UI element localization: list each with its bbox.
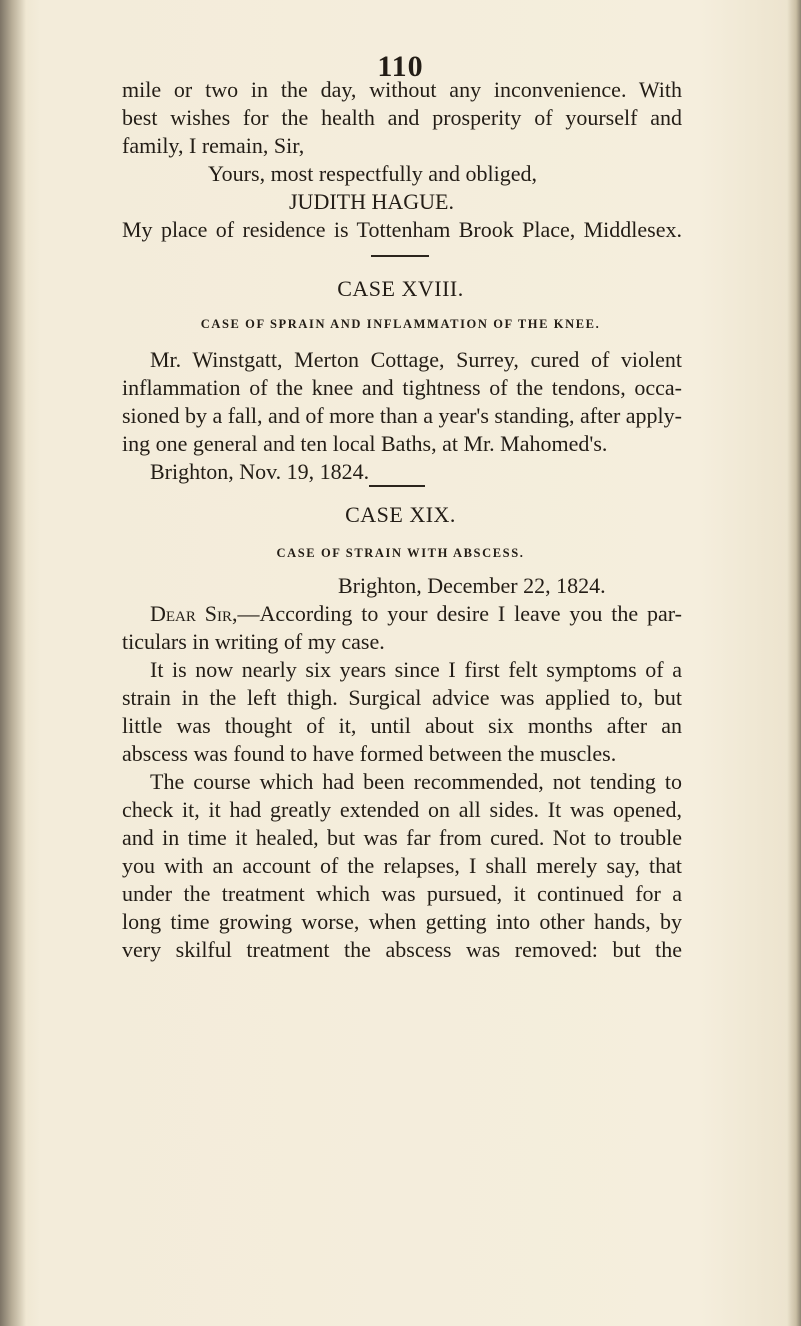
text-line: ticulars in writing of my case.: [122, 629, 385, 654]
text-line: strain in the left thigh. Surgical advice was applied to, but: [122, 685, 682, 710]
salutation: Dear Sir,: [150, 601, 238, 626]
valediction: Yours, most respectfully and obliged,: [208, 161, 537, 186]
case-subtitle: CASE OF SPRAIN AND INFLAMMATION OF THE KNEE.: [200, 317, 601, 331]
page-edge: [787, 0, 801, 1326]
text-line: and in time it healed, but was far from cured. Not to trouble: [122, 825, 682, 850]
case-title: CASE XIX.: [345, 502, 456, 527]
text-line: check it, it had greatly extended on all sides. It was opened,: [122, 797, 682, 822]
text-line: you with an account of the relapses, I shall merely say, that: [122, 853, 682, 878]
section-divider: [371, 255, 429, 257]
text-line: long time growing worse, when getting into other hands, by: [122, 909, 682, 934]
page-number: 110: [377, 50, 424, 83]
text-line: very skilful treatment the abscess was removed: but the: [122, 937, 682, 962]
text-line: little was thought of it, until about six months after an: [122, 713, 682, 738]
text-line: best wishes for the health and prosperity of yourself and: [122, 105, 682, 130]
text-line: It is now nearly six years since I first felt symptoms of a: [150, 657, 682, 682]
text-line: sioned by a fall, and of more than a year's standing, after apply-: [122, 403, 682, 428]
text-line: mile or two in the day, without any inconvenience. With: [122, 77, 682, 102]
text-line: inflammation of the knee and tightness of the tendons, occa-: [122, 375, 682, 400]
text-line: abscess was found to have formed between the muscles.: [122, 741, 617, 766]
dateline: Brighton, December 22, 1824.: [338, 573, 606, 598]
case-title: CASE XVIII.: [337, 276, 464, 301]
case-body: [122, 346, 682, 486]
text-line: The course which had been recommended, not tending to: [150, 769, 682, 794]
residence-line: My place of residence is Tottenham Brook Place, Middlesex.: [122, 217, 682, 242]
text-line: family, I remain, Sir,: [122, 133, 305, 158]
case-body: [122, 572, 682, 964]
signature: JUDITH HAGUE.: [289, 189, 454, 214]
text-line: ing one general and ten local Baths, at Mr. Mahomed's.: [122, 431, 608, 456]
text-run: —According to your desire I leave you the par-: [237, 601, 682, 626]
letter-close: [122, 76, 682, 244]
text-line: under the treatment which was pursued, it continued for a: [122, 881, 682, 906]
case-subtitle: CASE OF STRAIN WITH ABSCESS.: [276, 546, 525, 560]
text-line: [122, 600, 682, 628]
binding-shadow: [0, 0, 26, 1326]
text-line: Mr. Winstgatt, Merton Cottage, Surrey, cured of violent: [150, 347, 682, 372]
section-divider: [369, 485, 425, 487]
dateline: Brighton, Nov. 19, 1824.: [150, 459, 370, 484]
